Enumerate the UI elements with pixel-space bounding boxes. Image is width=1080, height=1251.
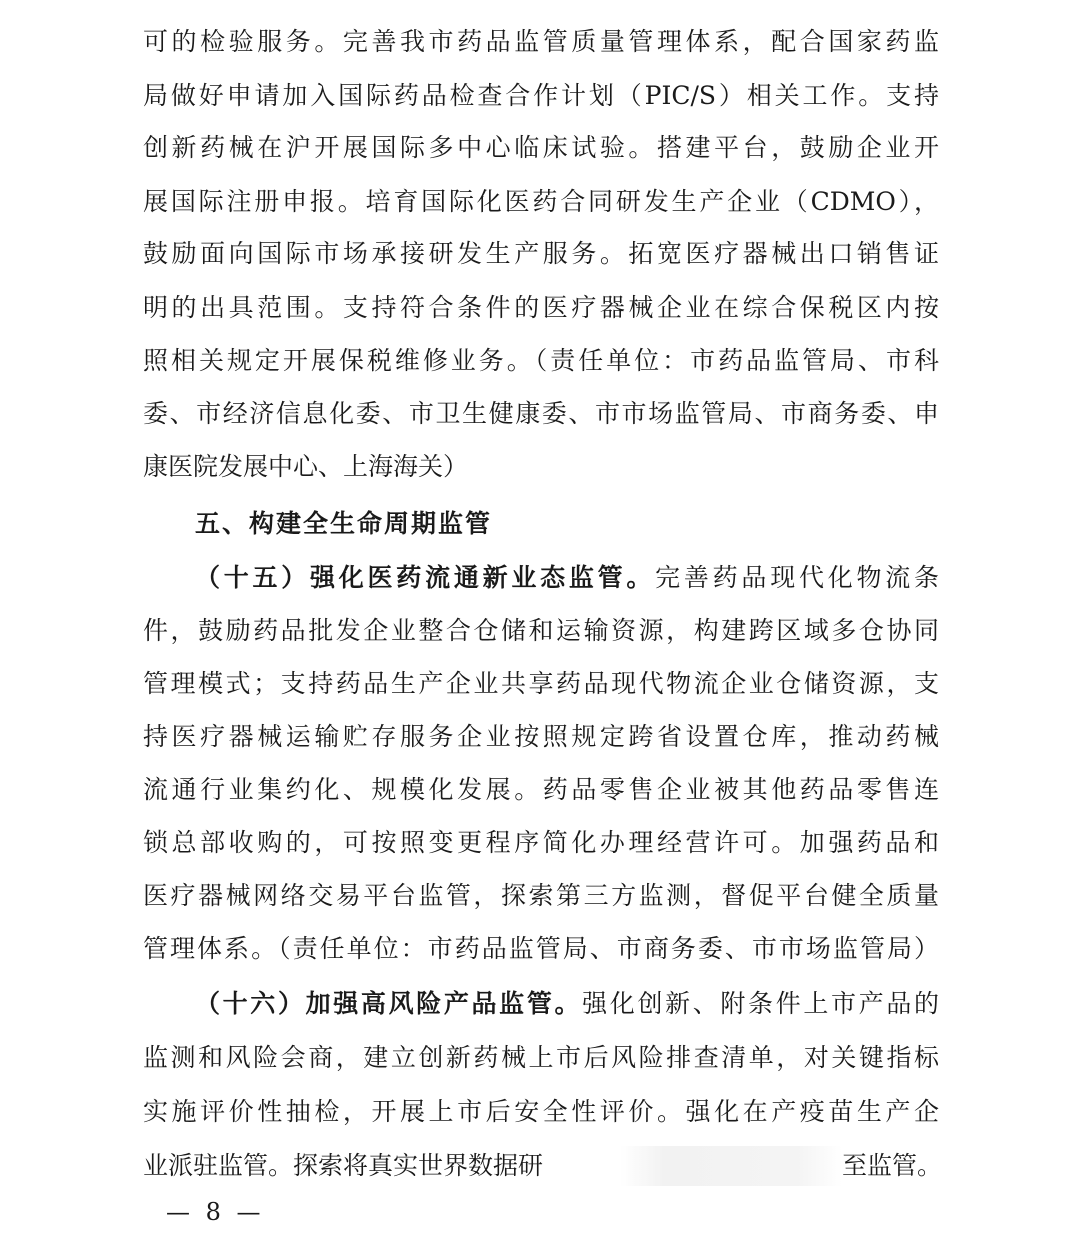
item-15-first-rest: 完善药品现代化物流条: [655, 563, 939, 592]
text-line: 创新药械在沪开展国际多中心临床试验。搭建平台，鼓励企业开: [143, 133, 939, 162]
text-line: 医疗器械网络交易平台监管，探索第三方监测，督促平台健全质量: [143, 881, 939, 910]
item-16-first-line: [195, 984, 939, 1024]
text-line-partial-end: 至监管。: [842, 1151, 943, 1180]
text-line: 管理体系。（责任单位：市药品监管局、市商务委、市市场监管局）: [143, 934, 939, 963]
item-16-title: （十六）加强高风险产品监管。: [195, 989, 583, 1018]
redaction-overlay: [620, 1146, 842, 1186]
text-line: 实施评价性抽检，开展上市后安全性评价。强化在产疫苗生产企: [143, 1097, 939, 1126]
text-line: 展国际注册申报。培育国际化医药合同研发生产企业（CDMO），: [143, 187, 939, 216]
text-line: 锁总部收购的，可按照变更程序简化办理经营许可。加强药品和: [143, 828, 939, 857]
text-line: 流通行业集约化、规模化发展。药品零售企业被其他药品零售连: [143, 775, 939, 804]
text-line: 鼓励面向国际市场承接研发生产服务。拓宽医疗器械出口销售证: [143, 239, 939, 268]
text-line-partial: 业派驻监管。探索将真实世界数据研: [143, 1151, 544, 1180]
text-line: 可的检验服务。完善我市药品监管质量管理体系，配合国家药监: [143, 27, 939, 56]
text-line: 监测和风险会商，建立创新药械上市后风险排查清单，对关键指标: [143, 1043, 939, 1072]
item-15-title: （十五）强化医药流通新业态监管。: [195, 563, 656, 592]
page-number: — 8 —: [166, 1198, 265, 1226]
text-line: 管理模式；支持药品生产企业共享药品现代物流企业仓储资源，支: [143, 669, 939, 698]
text-line: 照相关规定开展保税维修业务。（责任单位：市药品监管局、市科: [143, 346, 939, 375]
text-line: 明的出具范围。支持符合条件的医疗器械企业在综合保税区内按: [143, 293, 939, 322]
text-line: 康医院发展中心、上海海关）: [143, 452, 469, 481]
text-line: 局做好申请加入国际药品检查合作计划（PIC/S）相关工作。支持: [143, 81, 939, 110]
text-line: 件，鼓励药品批发企业整合仓储和运输资源，构建跨区域多仓协同: [143, 616, 939, 645]
section-heading: 五、构建全生命周期监管: [195, 509, 493, 538]
text-line: 委、市经济信息化委、市卫生健康委、市市场监管局、市商务委、申: [143, 399, 939, 428]
item-16-first-rest: 强化创新、附条件上市产品的: [582, 989, 939, 1018]
text-line: 持医疗器械运输贮存服务企业按照规定跨省设置仓库，推动药械: [143, 722, 939, 751]
item-15-first-line: [195, 558, 939, 598]
